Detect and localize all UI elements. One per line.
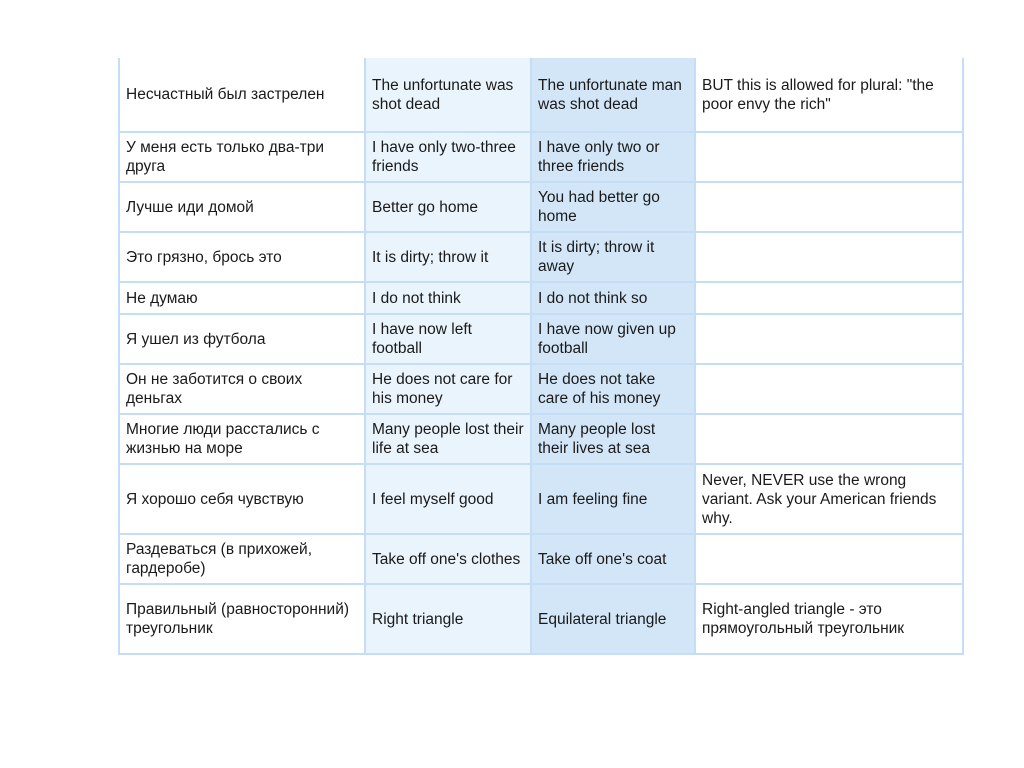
wrong-translation-cell: I have now left football [365, 314, 531, 364]
note-cell [695, 132, 963, 182]
table-row [119, 232, 963, 282]
table-row [119, 534, 963, 584]
russian-phrase-cell: Я хорошо себя чувствую [119, 464, 365, 534]
correct-translation-cell: He does not take care of his money [531, 364, 695, 414]
wrong-translation-cell: Better go home [365, 182, 531, 232]
wrong-translation-cell: I have only two-three friends [365, 132, 531, 182]
correct-translation-cell: Many people lost their lives at sea [531, 414, 695, 464]
table-row [119, 132, 963, 182]
wrong-translation-cell: Many people lost their life at sea [365, 414, 531, 464]
russian-phrase-cell: Раздеваться (в прихожей, гардеробе) [119, 534, 365, 584]
wrong-translation-cell: Right triangle [365, 584, 531, 654]
russian-phrase-cell: Несчастный был застрелен [119, 58, 365, 132]
russian-phrase-cell: Лучше иди домой [119, 182, 365, 232]
note-cell [695, 364, 963, 414]
russian-phrase-cell: Не думаю [119, 282, 365, 314]
wrong-translation-cell: I do not think [365, 282, 531, 314]
note-cell [695, 282, 963, 314]
phrases-table [118, 58, 964, 655]
russian-phrase-cell: Это грязно, брось это [119, 232, 365, 282]
wrong-translation-cell: He does not care for his money [365, 364, 531, 414]
table-row [119, 364, 963, 414]
table-row [119, 414, 963, 464]
russian-phrase-cell: Многие люди расстались с жизнью на море [119, 414, 365, 464]
correct-translation-cell: The unfortunate man was shot dead [531, 58, 695, 132]
russian-phrase-cell: У меня есть только два-три друга [119, 132, 365, 182]
russian-phrase-cell: Он не заботится о своих деньгах [119, 364, 365, 414]
note-cell [695, 414, 963, 464]
wrong-translation-cell: Take off one's clothes [365, 534, 531, 584]
correct-translation-cell: Take off one's coat [531, 534, 695, 584]
correct-translation-cell: I am feeling fine [531, 464, 695, 534]
note-cell [695, 182, 963, 232]
correct-translation-cell: You had better go home [531, 182, 695, 232]
note-cell [695, 534, 963, 584]
table-row [119, 282, 963, 314]
correct-translation-cell: I have now given up football [531, 314, 695, 364]
note-cell: Never, NEVER use the wrong variant. Ask your American friends why. [695, 464, 963, 534]
table-row [119, 314, 963, 364]
wrong-translation-cell: I feel myself good [365, 464, 531, 534]
russian-phrase-cell: Правильный (равносторонний) треугольник [119, 584, 365, 654]
wrong-translation-cell: It is dirty; throw it [365, 232, 531, 282]
table-row [119, 584, 963, 654]
table-row [119, 58, 963, 132]
correct-translation-cell: I have only two or three friends [531, 132, 695, 182]
table-row [119, 464, 963, 534]
correct-translation-cell: Equilateral triangle [531, 584, 695, 654]
correct-translation-cell: I do not think so [531, 282, 695, 314]
note-cell [695, 232, 963, 282]
note-cell: BUT this is allowed for plural: "the poor envy the rich" [695, 58, 963, 132]
wrong-translation-cell: The unfortunate was shot dead [365, 58, 531, 132]
russian-phrase-cell: Я ушел из футбола [119, 314, 365, 364]
correct-translation-cell: It is dirty; throw it away [531, 232, 695, 282]
note-cell: Right-angled triangle - это прямоугольный треугольник [695, 584, 963, 654]
phrases-table-container [118, 58, 937, 655]
table-row [119, 182, 963, 232]
note-cell [695, 314, 963, 364]
